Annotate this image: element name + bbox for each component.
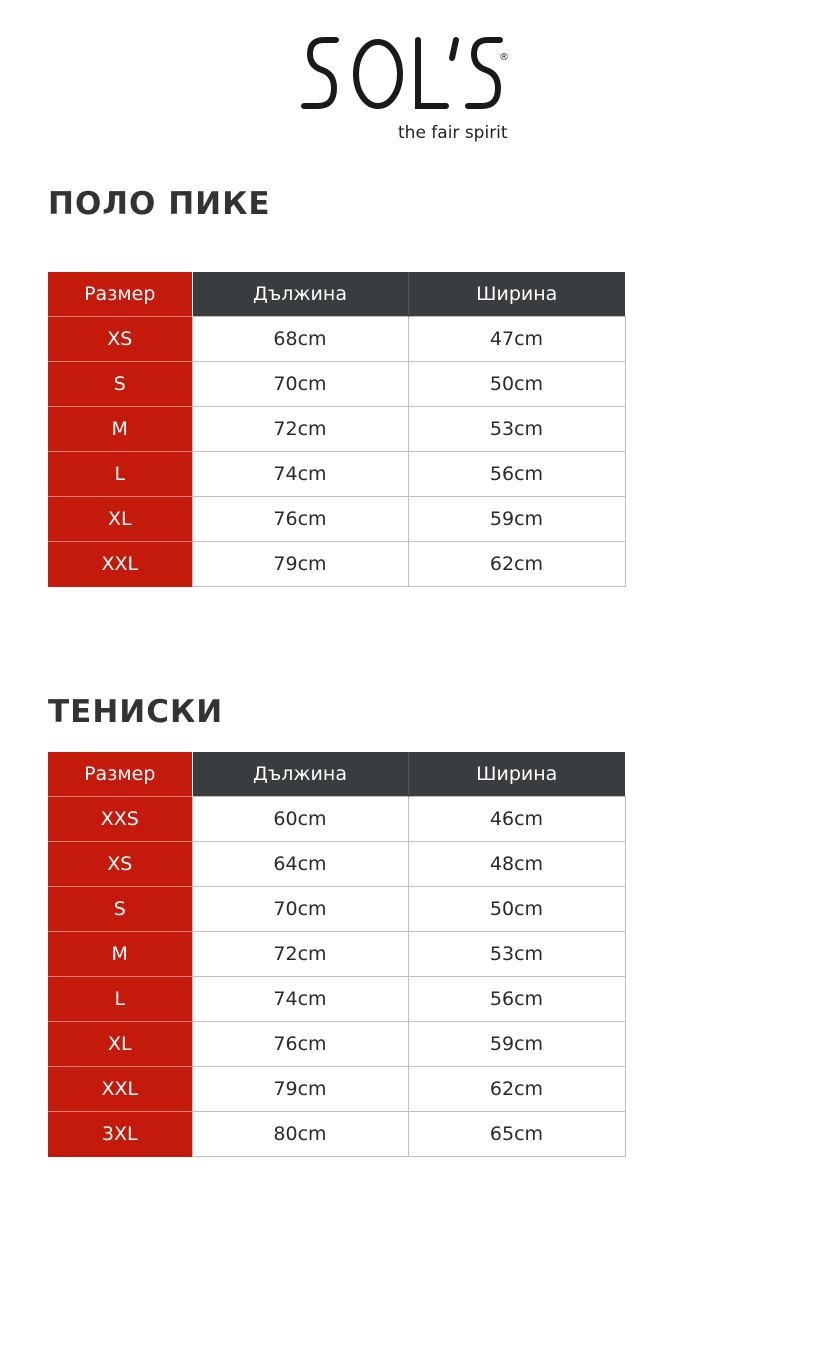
table-row [48, 842, 625, 887]
size-cell: XL [48, 1022, 192, 1067]
length-cell: 79cm [192, 1067, 408, 1112]
length-cell: 74cm [192, 452, 408, 497]
length-cell: 64cm [192, 842, 408, 887]
width-cell: 53cm [408, 932, 625, 977]
width-cell: 46cm [408, 797, 625, 842]
length-cell: 72cm [192, 932, 408, 977]
size-cell: XXL [48, 1067, 192, 1112]
table-row [48, 317, 625, 362]
length-cell: 70cm [192, 887, 408, 932]
size-cell: L [48, 452, 192, 497]
size-cell: M [48, 932, 192, 977]
width-cell: 65cm [408, 1112, 625, 1157]
size-cell: S [48, 887, 192, 932]
length-cell: 76cm [192, 1022, 408, 1067]
column-header-size: Размер [48, 272, 192, 317]
width-cell: 47cm [408, 317, 625, 362]
size-table-polo [48, 272, 626, 587]
length-cell: 79cm [192, 542, 408, 587]
column-header-width: Ширина [408, 272, 625, 317]
table-row [48, 452, 625, 497]
width-cell: 59cm [408, 497, 625, 542]
size-cell: XL [48, 497, 192, 542]
table-row [48, 932, 625, 977]
column-header-size: Размер [48, 752, 192, 797]
length-cell: 70cm [192, 362, 408, 407]
length-cell: 76cm [192, 497, 408, 542]
table-row [48, 1022, 625, 1067]
length-cell: 60cm [192, 797, 408, 842]
width-cell: 53cm [408, 407, 625, 452]
table-row [48, 887, 625, 932]
size-cell: XS [48, 317, 192, 362]
table-header-row [48, 752, 625, 797]
column-header-length: Дължина [192, 272, 408, 317]
size-table-tshirts [48, 752, 626, 1157]
table-row [48, 1067, 625, 1112]
length-cell: 68cm [192, 317, 408, 362]
width-cell: 56cm [408, 452, 625, 497]
size-cell: M [48, 407, 192, 452]
section-title-polo: ПОЛО ПИКЕ [48, 186, 271, 222]
width-cell: 50cm [408, 887, 625, 932]
table-header-row [48, 272, 625, 317]
size-cell: XXL [48, 542, 192, 587]
size-cell: S [48, 362, 192, 407]
brand-tagline: the fair spirit [398, 123, 508, 143]
table-row [48, 407, 625, 452]
length-cell: 74cm [192, 977, 408, 1022]
table-row [48, 977, 625, 1022]
table-row [48, 797, 625, 842]
column-header-length: Дължина [192, 752, 408, 797]
width-cell: 56cm [408, 977, 625, 1022]
size-cell: L [48, 977, 192, 1022]
sols-wordmark-icon [300, 30, 515, 110]
sols-logo [300, 30, 515, 150]
table-row [48, 542, 625, 587]
width-cell: 59cm [408, 1022, 625, 1067]
length-cell: 80cm [192, 1112, 408, 1157]
table-row [48, 1112, 625, 1157]
size-cell: 3XL [48, 1112, 192, 1157]
section-title-tshirts: ТЕНИСКИ [48, 694, 224, 730]
registered-mark: ® [499, 52, 509, 63]
table-row [48, 497, 625, 542]
table-row [48, 362, 625, 407]
size-cell: XXS [48, 797, 192, 842]
length-cell: 72cm [192, 407, 408, 452]
column-header-width: Ширина [408, 752, 625, 797]
width-cell: 62cm [408, 1067, 625, 1112]
size-cell: XS [48, 842, 192, 887]
width-cell: 50cm [408, 362, 625, 407]
width-cell: 62cm [408, 542, 625, 587]
width-cell: 48cm [408, 842, 625, 887]
